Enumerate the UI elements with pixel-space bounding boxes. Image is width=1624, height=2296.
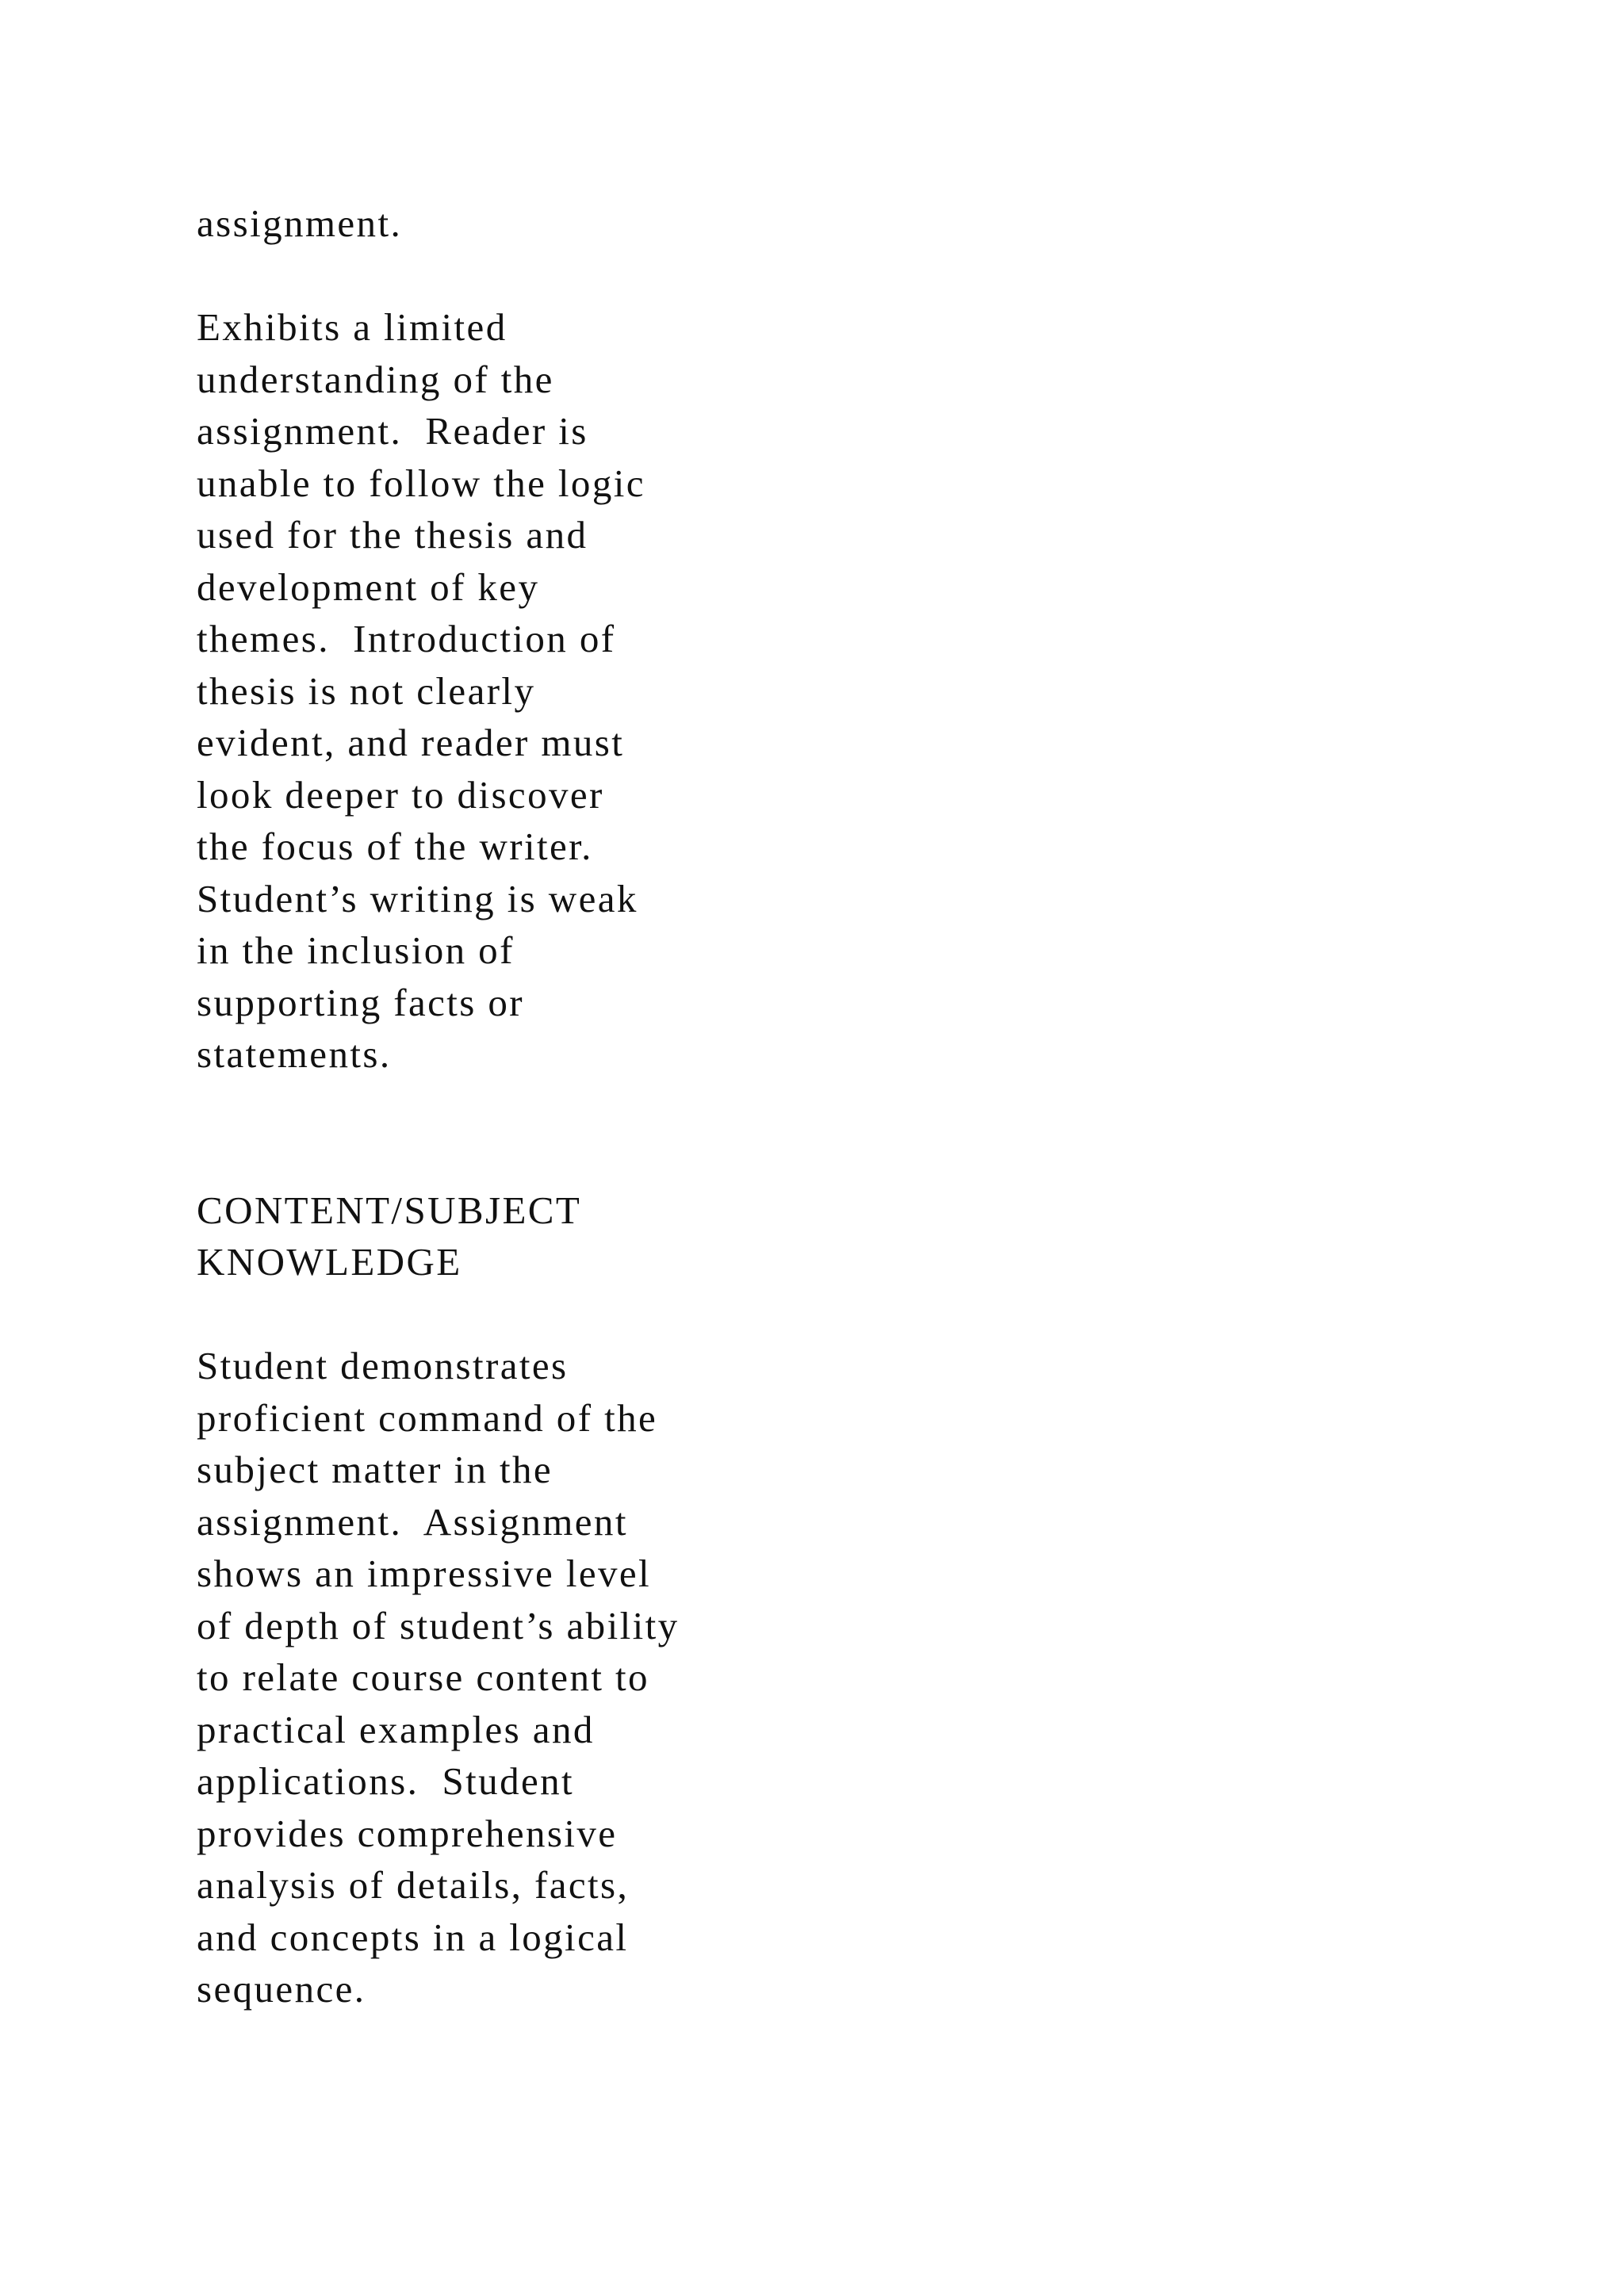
section-gap xyxy=(197,1081,990,1184)
text-line: of depth of student’s ability xyxy=(197,1603,680,1647)
paragraph-gap xyxy=(197,250,990,302)
text-line: in the inclusion of xyxy=(197,928,515,972)
text-line: used for the thesis and xyxy=(197,513,588,557)
text-line: practical examples and xyxy=(197,1707,595,1751)
text-line: development of key xyxy=(197,564,540,609)
text-line: proficient command of the xyxy=(197,1395,658,1440)
text-line: look deeper to discover xyxy=(197,772,604,817)
heading-line: CONTENT/SUBJECT xyxy=(197,1188,582,1232)
text-line: thesis is not clearly xyxy=(197,668,536,713)
text-column xyxy=(197,197,990,2015)
fragment-paragraph xyxy=(197,197,990,250)
text-line: to relate course content to xyxy=(197,1655,649,1699)
text-line: applications. Student xyxy=(197,1759,575,1803)
proficient-command-paragraph xyxy=(197,1340,990,2015)
text-line: assignment. Assignment xyxy=(197,1499,628,1544)
text-line: sequence. xyxy=(197,1967,366,2011)
text-line: understanding of the xyxy=(197,357,554,401)
text-line: Student’s writing is weak xyxy=(197,876,638,920)
text-line: supporting facts or xyxy=(197,980,525,1024)
text-line: evident, and reader must xyxy=(197,721,625,764)
text-line: provides comprehensive xyxy=(197,1811,618,1855)
text-line: Exhibits a limited xyxy=(197,305,508,349)
text-line: shows an impressive level xyxy=(197,1552,652,1595)
text-line: themes. Introduction of xyxy=(197,617,616,660)
text-line: unable to follow the logic xyxy=(197,461,645,505)
heading-line: KNOWLEDGE xyxy=(197,1240,462,1284)
text-line: Student demonstrates xyxy=(197,1344,569,1387)
section-heading xyxy=(197,1184,990,1288)
text-line: assignment. xyxy=(197,201,403,245)
paragraph-gap xyxy=(197,1288,990,1341)
text-line: and concepts in a logical xyxy=(197,1915,629,1959)
text-line: statements. xyxy=(197,1032,392,1076)
text-line: analysis of details, facts, xyxy=(197,1863,630,1907)
text-line: subject matter in the xyxy=(197,1448,553,1491)
text-line: the focus of the writer. xyxy=(197,825,593,868)
text-line: assignment. Reader is xyxy=(197,409,588,453)
limited-understanding-paragraph xyxy=(197,301,990,1081)
